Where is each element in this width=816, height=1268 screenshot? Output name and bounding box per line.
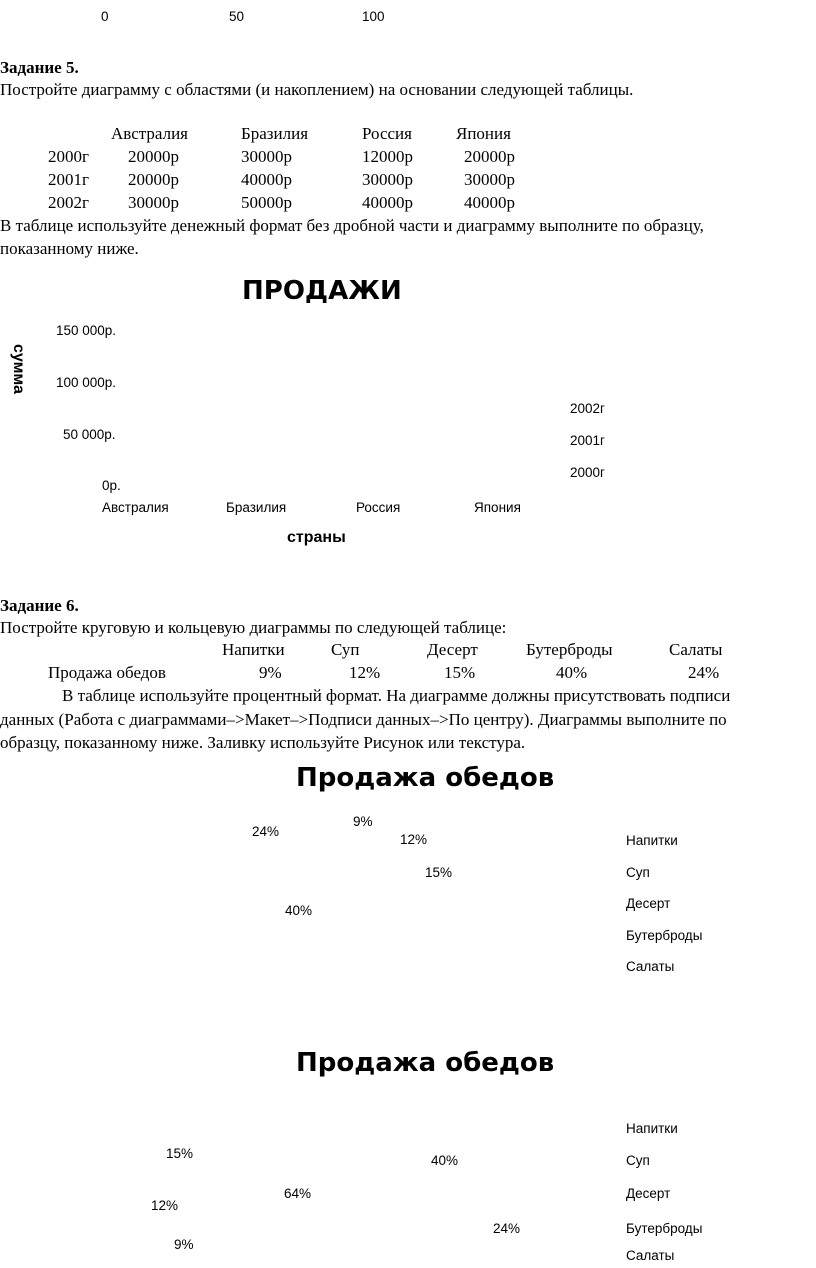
task6-note-part: данных ( xyxy=(0,710,65,729)
legend-entry: Бутерброды xyxy=(626,928,703,943)
table-row-label: 2002г xyxy=(48,193,89,212)
table-row-label: Продажа обедов xyxy=(48,663,166,682)
x-tick-label: Бразилия xyxy=(226,500,287,515)
table-row-label: 2001г xyxy=(48,170,89,189)
task6-text: Постройте круговую и кольцевую диаграммы по следующей таблице: xyxy=(0,618,507,637)
task5-text: Постройте диаграмму с областями (и накоплением) на основании следующей таблицы. xyxy=(0,80,634,99)
top-axis-tick: 100 xyxy=(362,9,385,24)
legend-entry: Суп xyxy=(626,1153,650,1168)
table-header-cell: Салаты xyxy=(669,640,723,659)
legend-entry: 2002г xyxy=(570,401,605,416)
y-tick-label: 150 000р. xyxy=(56,323,117,338)
y-tick-label: 50 000р. xyxy=(63,427,116,442)
legend-entry: Суп xyxy=(626,865,650,880)
data-label: 15% xyxy=(425,865,453,880)
data-label: 40% xyxy=(285,903,313,918)
chart-title: Продажа обедов xyxy=(296,1048,555,1078)
x-axis-title: страны xyxy=(287,529,346,546)
task5-note: В таблице используйте денежный формат без дробной части и диаграмму выполните по образцу, xyxy=(0,216,704,235)
data-label: 24% xyxy=(493,1221,521,1236)
legend-entry: Салаты xyxy=(626,959,675,974)
legend-entry: 2001г xyxy=(570,433,605,448)
y-tick-label: 100 000р. xyxy=(56,375,117,390)
table-header-cell: Напитки xyxy=(222,640,285,659)
table-cell: 15% xyxy=(444,663,476,682)
x-tick-label: Россия xyxy=(356,500,401,515)
top-axis-tick: 50 xyxy=(229,9,245,24)
table-header-cell: Австралия xyxy=(111,124,188,143)
legend-entry: Напитки xyxy=(626,1121,678,1136)
table-cell: 30000р xyxy=(362,170,413,189)
table-header-cell: Япония xyxy=(456,124,511,143)
task6-heading: Задание 6. xyxy=(0,596,79,615)
task5-note: показанному ниже. xyxy=(0,239,139,258)
table-cell: 24% xyxy=(688,663,720,682)
table-cell: 30000р xyxy=(128,193,179,212)
task6-note: образцу, показанному ниже. Заливку используйте Рисунок или текстура. xyxy=(0,733,526,752)
data-label: 15% xyxy=(166,1146,194,1161)
table-cell: 20000р xyxy=(128,170,179,189)
table-cell: 9% xyxy=(259,663,282,682)
chart-title: ПРОДАЖИ xyxy=(242,276,402,306)
legend-entry: Десерт xyxy=(626,1186,671,1201)
x-tick-label: Австралия xyxy=(102,500,169,515)
task6-note-part: ). Диаграммы выполните по xyxy=(523,710,727,729)
data-label: 9% xyxy=(353,814,373,829)
data-label: 12% xyxy=(151,1198,179,1213)
data-label: 40% xyxy=(431,1153,459,1168)
table-header-cell: Бразилия xyxy=(241,124,309,143)
table-cell: 30000р xyxy=(464,170,515,189)
legend-entry: 2000г xyxy=(570,465,605,480)
legend-entry: Салаты xyxy=(626,1248,675,1263)
table-header-cell: Десерт xyxy=(427,640,478,659)
task6-note: В таблице используйте процентный формат. На диаграмме должны присутствовать подписи xyxy=(62,686,731,705)
task6-note xyxy=(0,710,727,730)
table-cell: 50000р xyxy=(241,193,292,212)
table-cell: 30000р xyxy=(241,147,292,166)
data-label: 12% xyxy=(400,832,428,847)
y-axis-title: сумма xyxy=(10,344,27,394)
legend-entry: Бутерброды xyxy=(626,1221,703,1236)
task5-heading: Задание 5. xyxy=(0,58,79,77)
table-cell: 12000р xyxy=(362,147,413,166)
table-header-cell: Бутерброды xyxy=(526,640,613,659)
table-cell: 40000р xyxy=(464,193,515,212)
legend-entry: Напитки xyxy=(626,833,678,848)
table-cell: 40000р xyxy=(362,193,413,212)
table-cell: 20000р xyxy=(128,147,179,166)
top-axis-tick: 0 xyxy=(101,9,109,24)
chart-title: Продажа обедов xyxy=(296,763,555,793)
y-tick-label: 0р. xyxy=(102,478,121,493)
table-cell: 40000р xyxy=(241,170,292,189)
x-tick-label: Япония xyxy=(474,500,521,515)
legend-entry: Десерт xyxy=(626,896,671,911)
table-row-label: 2000г xyxy=(48,147,89,166)
task6-note-path: Работа с диаграммами–>Макет–>Подписи данных–>По центру xyxy=(64,710,524,729)
table-cell: 20000р xyxy=(464,147,515,166)
table-cell: 40% xyxy=(556,663,588,682)
data-label: 24% xyxy=(252,824,280,839)
data-label: 64% xyxy=(284,1186,312,1201)
table-cell: 12% xyxy=(349,663,381,682)
table-header-cell: Россия xyxy=(362,124,412,143)
table-header-cell: Суп xyxy=(331,640,360,659)
data-label: 9% xyxy=(174,1237,194,1252)
